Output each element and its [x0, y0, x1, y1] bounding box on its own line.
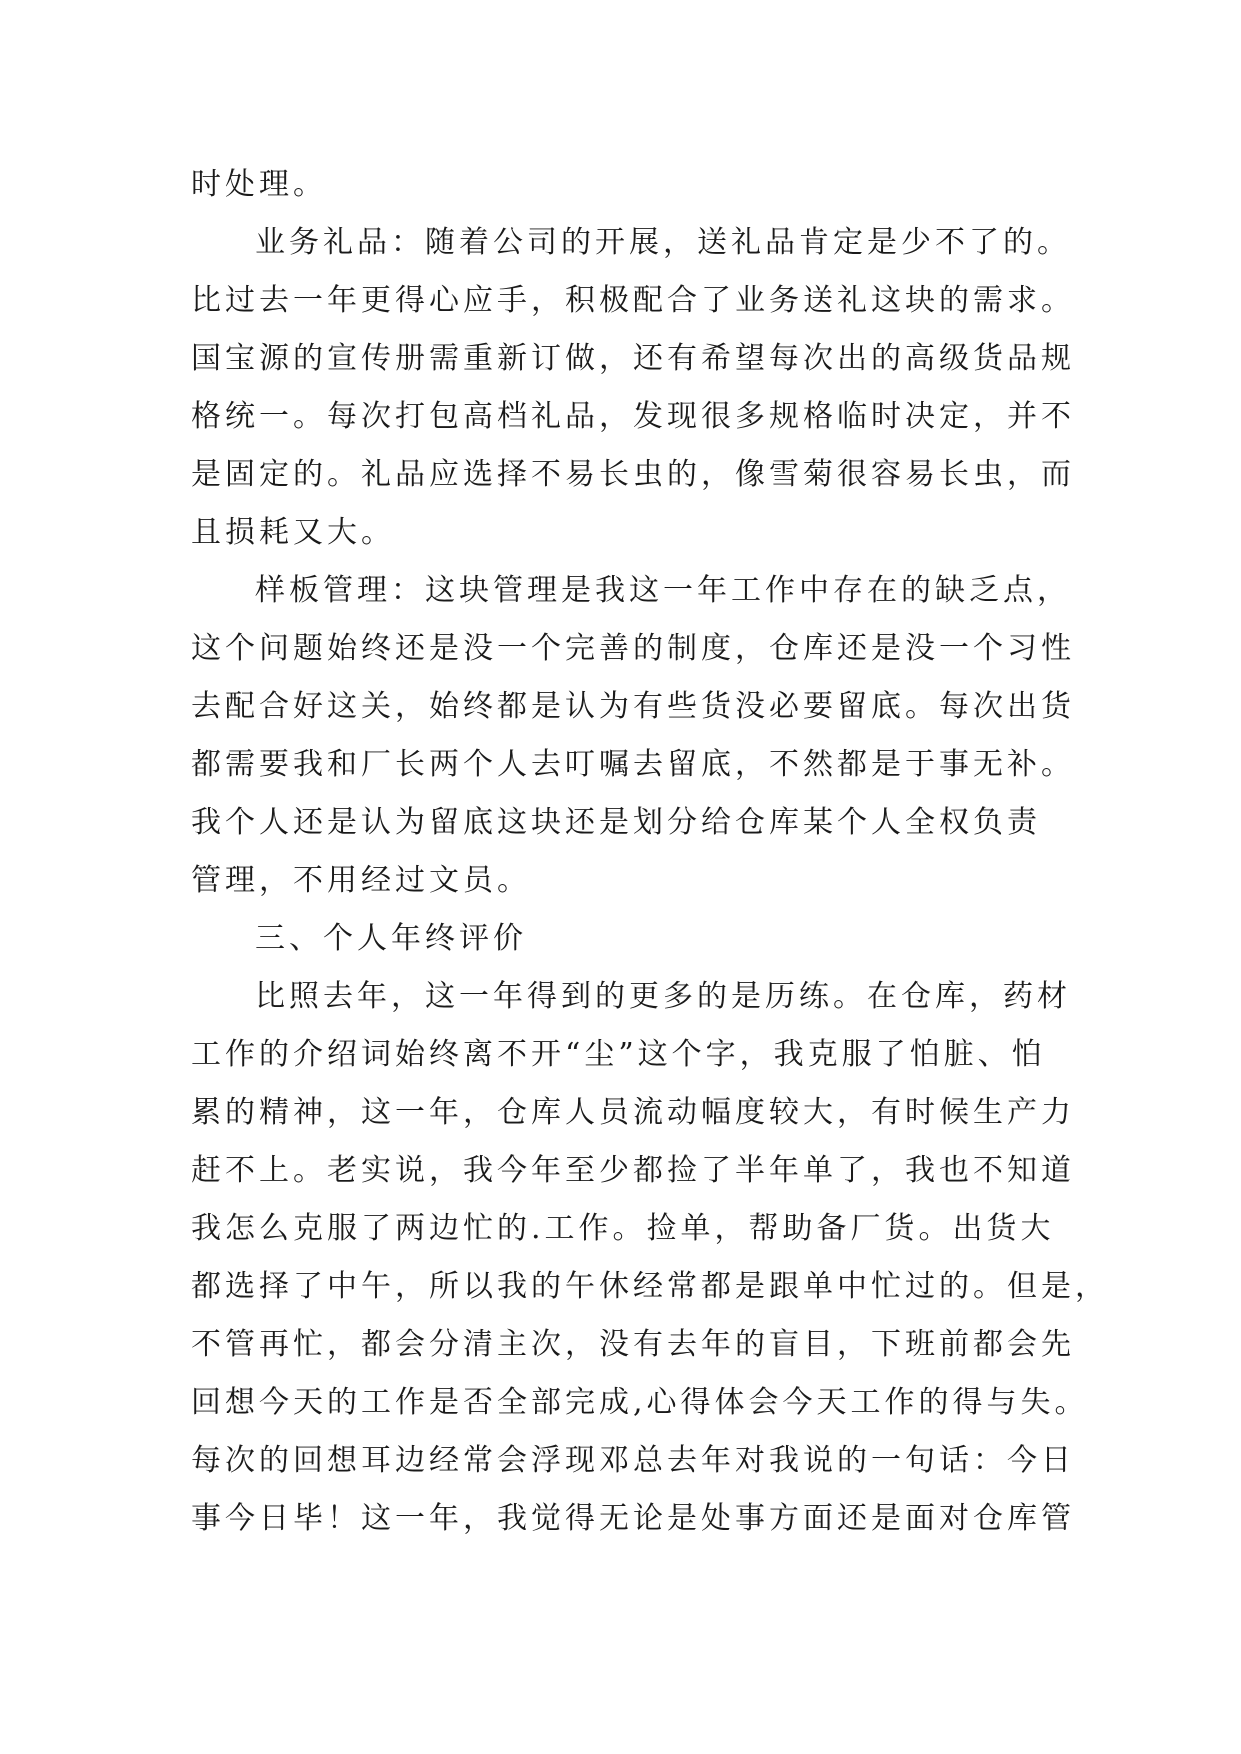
- text-line: 比过去一年更得心应手，积极配合了业务送礼这块的需求。: [191, 283, 1075, 318]
- body-text: [191, 156, 1109, 1548]
- text-line: 回想今天的工作是否全部完成,心得体会今天工作的得与失。: [191, 1385, 1089, 1420]
- text-line: 国宝源的宣传册需重新订做，还有希望每次出的高级货品规: [191, 341, 1075, 376]
- text-line: 都选择了中午，所以我的午休经常都是跟单中忙过的。但是，: [191, 1269, 1109, 1304]
- text-line: 时处理。: [191, 167, 327, 202]
- text-line: 格统一。每次打包高档礼品，发现很多规格临时决定，并不: [191, 399, 1075, 434]
- text-line: 且损耗又大。: [191, 515, 395, 550]
- text-line: 赶不上。老实说，我今年至少都捡了半年单了，我也不知道: [191, 1153, 1075, 1188]
- text-line: 样板管理：这块管理是我这一年工作中存在的缺乏点，: [255, 573, 1071, 608]
- text-line: 工作的介绍词始终离不开“尘”这个字，我克服了怕脏、怕: [191, 1037, 1046, 1072]
- text-line: 去配合好这关，始终都是认为有些货没必要留底。每次出货: [191, 689, 1075, 724]
- text-line: 每次的回想耳边经常会浮现邓总去年对我说的一句话：今日: [191, 1443, 1075, 1478]
- text-line: 我怎么克服了两边忙的.工作。捡单，帮助备厂货。出货大: [191, 1211, 1055, 1246]
- text-line: 比照去年，这一年得到的更多的是历练。在仓库，药材: [255, 979, 1071, 1014]
- text-line: 管理，不用经过文员。: [191, 863, 531, 898]
- text-line: 业务礼品：随着公司的开展，送礼品肯定是少不了的。: [255, 225, 1071, 260]
- text-line: 我个人还是认为留底这块还是划分给仓库某个人全权负责: [191, 805, 1041, 840]
- text-line: 都需要我和厂长两个人去叮嘱去留底，不然都是于事无补。: [191, 747, 1075, 782]
- text-line: 事今日毕！这一年，我觉得无论是处事方面还是面对仓库管: [191, 1501, 1075, 1536]
- text-line: 是固定的。礼品应选择不易长虫的，像雪菊很容易长虫，而: [191, 457, 1075, 492]
- text-line: 累的精神，这一年，仓库人员流动幅度较大，有时候生产力: [191, 1095, 1075, 1130]
- text-line: 不管再忙，都会分清主次，没有去年的盲目，下班前都会先: [191, 1327, 1075, 1362]
- text-line: 这个问题始终还是没一个完善的制度，仓库还是没一个习性: [191, 631, 1075, 666]
- text-line: 三、个人年终评价: [255, 921, 527, 956]
